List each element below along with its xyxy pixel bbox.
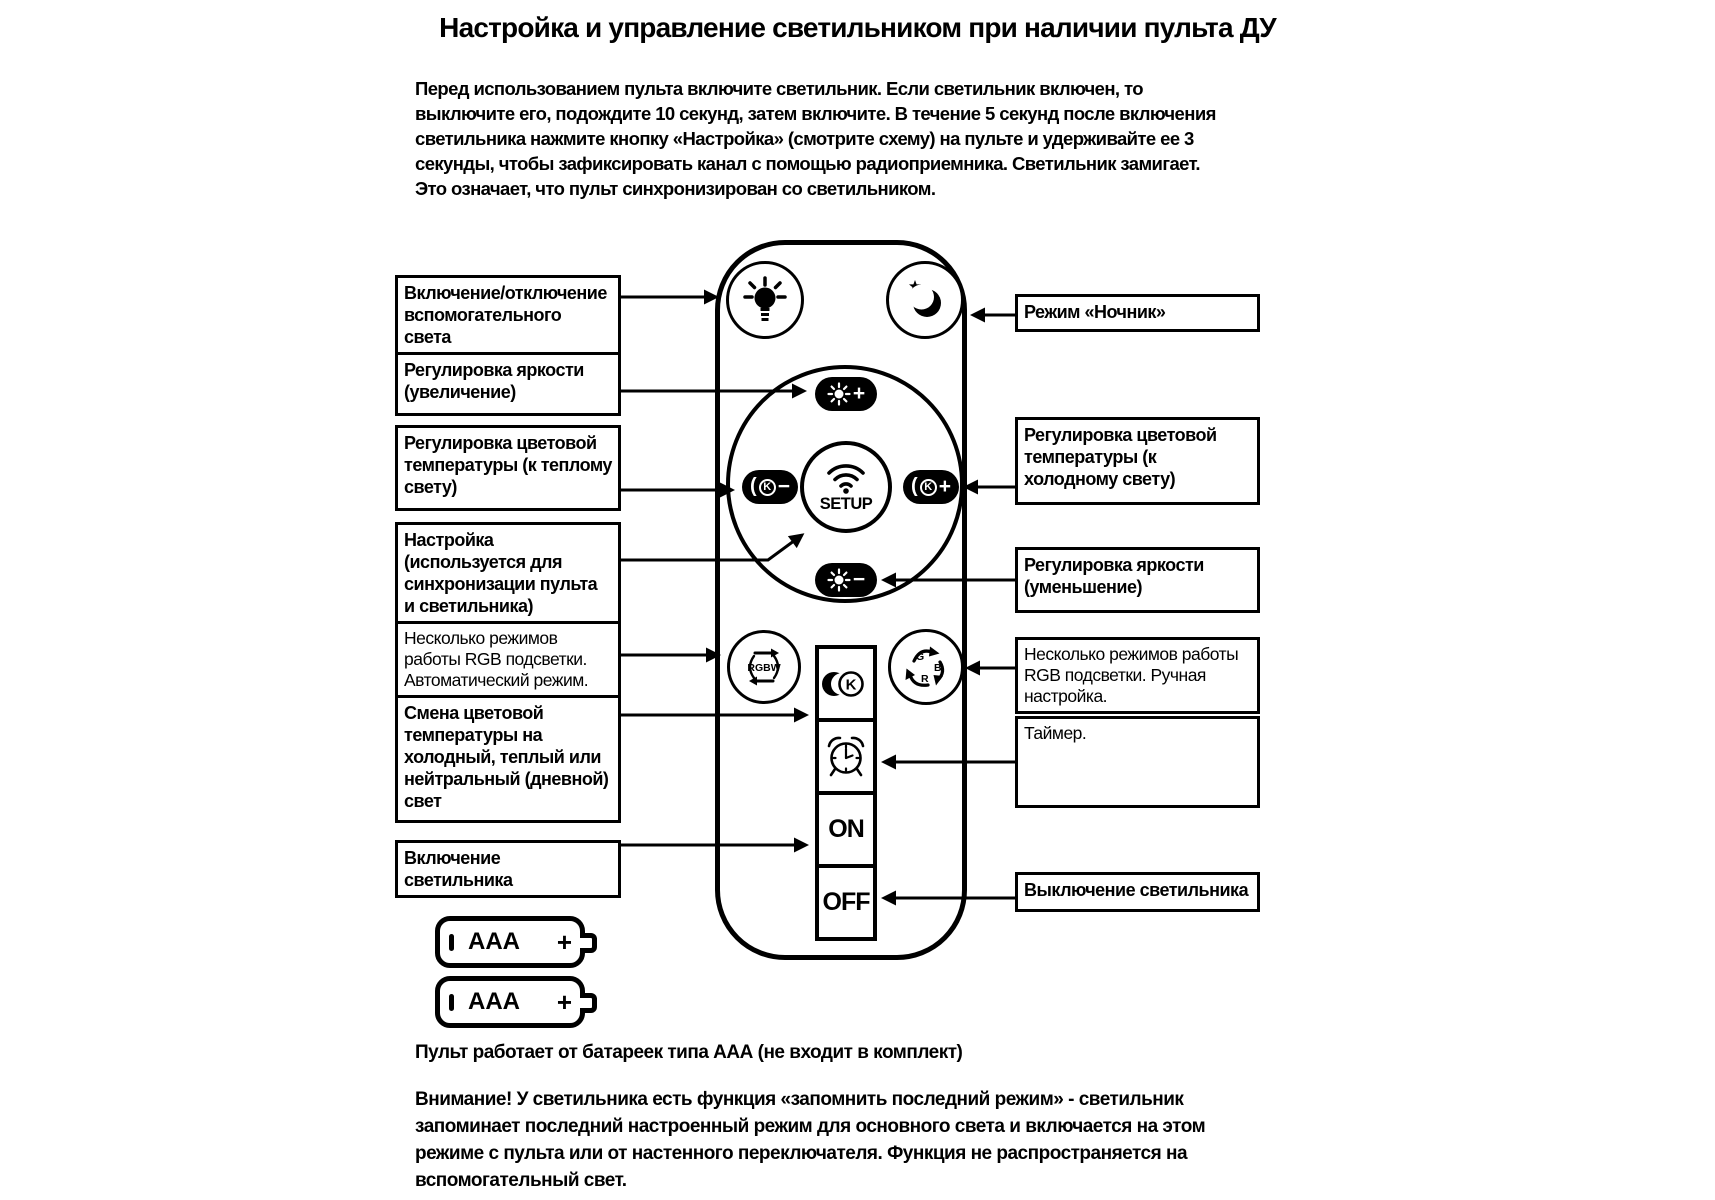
- rgb-cycle-icon: [732, 635, 796, 699]
- battery-aaa: [435, 976, 585, 1028]
- plus-sign: +: [938, 474, 951, 498]
- battery-terminal: [580, 993, 597, 1013]
- callout-timer: Таймер.: [1015, 716, 1260, 808]
- battery-type-label: AAA: [468, 928, 520, 955]
- direction-pad: [726, 365, 964, 603]
- callout-cold-temp: Регулировка цветовой температуры (к холодному свету): [1015, 417, 1260, 505]
- svg-text:R: R: [921, 673, 929, 685]
- callout-brightness-up: Регулировка яркости (увеличение): [395, 352, 621, 416]
- color-temp-cold-button: [903, 470, 959, 504]
- setup-button: [800, 441, 892, 533]
- svg-text:B: B: [934, 662, 942, 674]
- battery-note: Пульт работает от батареек типа ААА (не входит в комплект): [415, 1042, 963, 1063]
- battery-aaa: [435, 916, 585, 968]
- callout-setup: Настройка (используется для синхронизации пульта и светильника): [395, 522, 621, 624]
- svg-text:K: K: [845, 676, 857, 693]
- rgb-auto-button: [727, 630, 801, 704]
- battery-plus-label: +: [556, 926, 572, 957]
- wifi-icon: [824, 460, 868, 494]
- k-toggle-icon: [822, 669, 870, 699]
- callout-rgb-auto: Несколько режимов работы RGB подсветки. Автоматический режим.: [395, 621, 621, 698]
- battery-type-label: AAA: [468, 988, 520, 1015]
- battery-terminal: [580, 933, 597, 953]
- bulb-icon: [742, 275, 788, 325]
- crescent-glyph: (: [750, 474, 757, 497]
- sun-plus-icon: [827, 382, 851, 406]
- timer-button: [815, 718, 877, 795]
- night-mode-button: [886, 261, 964, 339]
- crescent-glyph: (: [911, 474, 918, 497]
- setup-label: SETUP: [819, 495, 873, 513]
- rgb-manual-button: [888, 629, 964, 705]
- callout-lamp-off: Выключение светильника: [1015, 872, 1260, 912]
- battery-negative-mark: [449, 934, 454, 951]
- aux-light-button: [726, 261, 804, 339]
- k-letter: K: [759, 479, 776, 496]
- svg-text:G: G: [916, 651, 925, 663]
- plus-sign: +: [852, 381, 866, 405]
- battery-plus-label: +: [556, 986, 572, 1017]
- off-button: OFF: [815, 864, 877, 941]
- brightness-down-button: [815, 563, 877, 597]
- callout-lamp-on: Включение светильника: [395, 840, 621, 898]
- minus-sign: −: [852, 567, 866, 591]
- on-button: ON: [815, 791, 877, 868]
- color-temp-warm-button: [742, 470, 798, 504]
- battery-negative-mark: [449, 994, 454, 1011]
- callout-warm-temp: Регулировка цветовой температуры (к теплому свету): [395, 425, 621, 511]
- brightness-up-button: [815, 377, 877, 411]
- button-column: [815, 645, 877, 941]
- rgb-manual-icon: [894, 635, 958, 699]
- callout-night-mode: Режим «Ночник»: [1015, 294, 1260, 332]
- k-letter: K: [920, 479, 937, 496]
- sun-minus-icon: [827, 568, 851, 592]
- moon-icon: [900, 275, 950, 325]
- alarm-clock-icon: [822, 734, 870, 780]
- warning-paragraph: Внимание! У светильника есть функция «запомнить последний режим» - светильник запоминает последний настроенный режим для основного света и включается на этом режиме с пульта или от настенного переключателя. Функция не распространяется на вспомогательный свет.: [415, 1089, 1206, 1191]
- minus-sign: −: [777, 474, 790, 498]
- page-title: Настройка и управление светильником при наличии пульта ДУ: [439, 12, 1276, 43]
- callout-brightness-down: Регулировка яркости (уменьшение): [1015, 547, 1260, 613]
- color-temp-toggle-button: [815, 645, 877, 722]
- callout-temp-toggle: Смена цветовой температуры на холодный, теплый или нейтральный (дневной) свет: [395, 695, 621, 823]
- intro-paragraph: Перед использованием пульта включите светильник. Если светильник включен, то выключите его, подождите 10 секунд, затем включите. В течение 5 секунд после включения светильника нажмите кнопку «Настройка» (смотрите схему) на пульте и удерживайте ее 3 секунды, чтобы зафиксировать канал с помощью радиоприемника. Светильник замигает. Это означает, что пульт синхронизирован со светильником.: [415, 78, 1216, 199]
- svg-text:RGBW: RGBW: [747, 662, 781, 674]
- callout-rgb-manual: Несколько режимов работы RGB подсветки. Ручная настройка.: [1015, 637, 1260, 714]
- callout-aux-light: Включение/отключение вспомогательного света: [395, 275, 621, 355]
- remote-control-body: [715, 240, 967, 960]
